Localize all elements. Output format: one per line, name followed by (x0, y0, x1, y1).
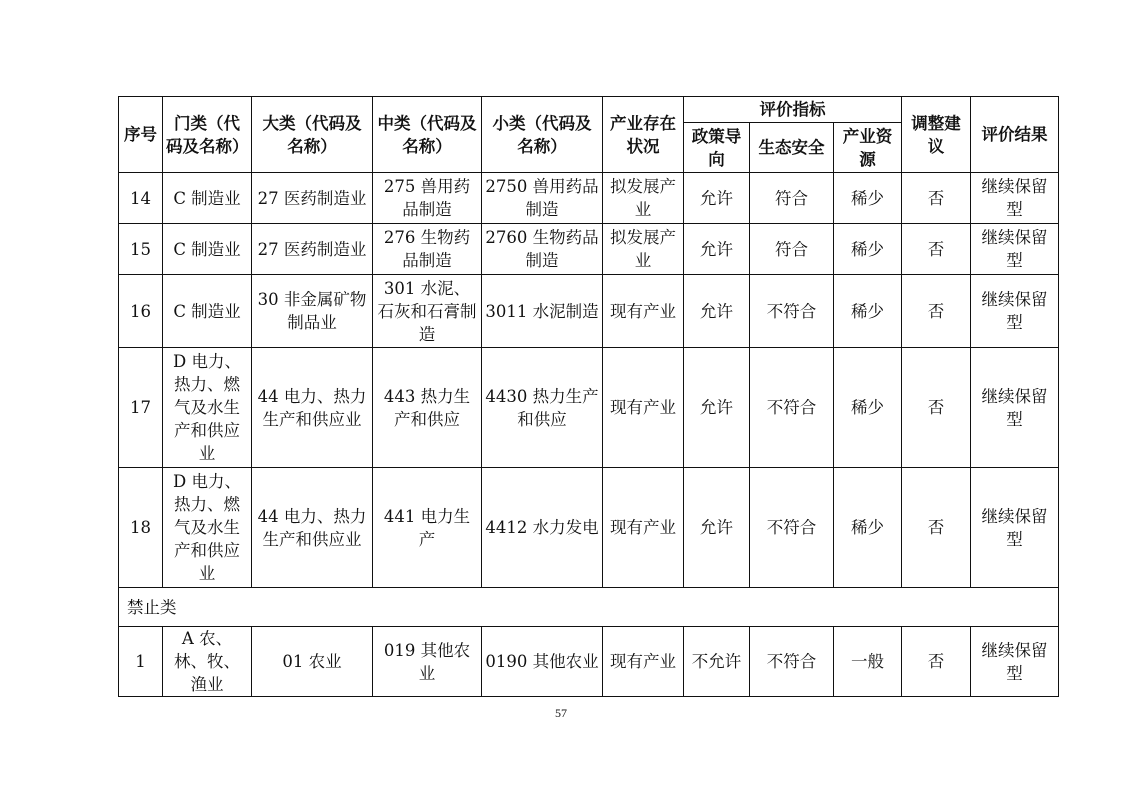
cell-eco: 符合 (750, 224, 834, 275)
cell-adjust: 否 (902, 627, 971, 697)
cell-eco: 符合 (750, 173, 834, 224)
table-row (119, 275, 1059, 348)
cell-status: 现有产业 (603, 627, 684, 697)
page-number: 57 (555, 706, 567, 720)
header-xiao: 小类（代码及名称） (482, 97, 603, 173)
cell-da: 44 电力、热力生产和供应业 (252, 468, 373, 588)
cell-status: 拟发展产业 (603, 173, 684, 224)
cell-eco: 不符合 (750, 348, 834, 468)
cell-men: D 电力、热力、燃气及水生产和供应业 (163, 468, 252, 588)
cell-resource: 稀少 (834, 224, 902, 275)
cell-men: A 农、林、牧、渔业 (163, 627, 252, 697)
section-row (119, 588, 1059, 627)
header-da: 大类（代码及名称） (252, 97, 373, 173)
cell-resource: 一般 (834, 627, 902, 697)
cell-adjust: 否 (902, 468, 971, 588)
header-eco: 生态安全 (750, 123, 834, 173)
cell-result: 继续保留型 (971, 173, 1059, 224)
header-adjust: 调整建议 (902, 97, 971, 173)
cell-zhong: 019 其他农业 (373, 627, 482, 697)
cell-result: 继续保留型 (971, 224, 1059, 275)
cell-seq: 15 (119, 224, 163, 275)
cell-da: 44 电力、热力生产和供应业 (252, 348, 373, 468)
cell-eco: 不符合 (750, 627, 834, 697)
cell-status: 拟发展产业 (603, 224, 684, 275)
cell-zhong: 276 生物药品制造 (373, 224, 482, 275)
cell-adjust: 否 (902, 348, 971, 468)
cell-policy: 允许 (684, 224, 750, 275)
cell-result: 继续保留型 (971, 275, 1059, 348)
cell-resource: 稀少 (834, 348, 902, 468)
table-row (119, 173, 1059, 224)
cell-policy: 允许 (684, 468, 750, 588)
cell-men: C 制造业 (163, 224, 252, 275)
cell-status: 现有产业 (603, 275, 684, 348)
cell-da: 27 医药制造业 (252, 224, 373, 275)
header-result: 评价结果 (971, 97, 1059, 173)
industry-evaluation-table (118, 96, 1059, 697)
header-seq: 序号 (119, 97, 163, 173)
cell-resource: 稀少 (834, 275, 902, 348)
cell-men: C 制造业 (163, 173, 252, 224)
header-resource: 产业资源 (834, 123, 902, 173)
cell-result: 继续保留型 (971, 468, 1059, 588)
cell-da: 27 医药制造业 (252, 173, 373, 224)
table-row (119, 627, 1059, 697)
cell-result: 继续保留型 (971, 348, 1059, 468)
cell-policy: 允许 (684, 348, 750, 468)
header-zhong: 中类（代码及名称） (373, 97, 482, 173)
cell-status: 现有产业 (603, 468, 684, 588)
cell-seq: 16 (119, 275, 163, 348)
cell-xiao: 2760 生物药品制造 (482, 224, 603, 275)
cell-resource: 稀少 (834, 468, 902, 588)
cell-xiao: 3011 水泥制造 (482, 275, 603, 348)
header-status: 产业存在状况 (603, 97, 684, 173)
cell-xiao: 4412 水力发电 (482, 468, 603, 588)
cell-policy: 允许 (684, 173, 750, 224)
table-row (119, 224, 1059, 275)
cell-result: 继续保留型 (971, 627, 1059, 697)
cell-da: 01 农业 (252, 627, 373, 697)
cell-policy: 不允许 (684, 627, 750, 697)
cell-xiao: 4430 热力生产和供应 (482, 348, 603, 468)
cell-eco: 不符合 (750, 275, 834, 348)
header-eval-group: 评价指标 (684, 97, 902, 123)
cell-adjust: 否 (902, 224, 971, 275)
cell-zhong: 275 兽用药品制造 (373, 173, 482, 224)
cell-xiao: 2750 兽用药品制造 (482, 173, 603, 224)
header-row (119, 97, 1059, 123)
cell-seq: 1 (119, 627, 163, 697)
cell-seq: 17 (119, 348, 163, 468)
cell-da: 30 非金属矿物制品业 (252, 275, 373, 348)
cell-zhong: 301 水泥、石灰和石膏制造 (373, 275, 482, 348)
header-men: 门类（代码及名称） (163, 97, 252, 173)
table-row (119, 348, 1059, 468)
cell-xiao: 0190 其他农业 (482, 627, 603, 697)
cell-men: C 制造业 (163, 275, 252, 348)
cell-eco: 不符合 (750, 468, 834, 588)
header-policy: 政策导向 (684, 123, 750, 173)
section-label: 禁止类 (119, 588, 1059, 627)
cell-zhong: 441 电力生产 (373, 468, 482, 588)
cell-status: 现有产业 (603, 348, 684, 468)
cell-resource: 稀少 (834, 173, 902, 224)
table-row (119, 468, 1059, 588)
cell-men: D 电力、热力、燃气及水生产和供应业 (163, 348, 252, 468)
cell-seq: 14 (119, 173, 163, 224)
cell-adjust: 否 (902, 173, 971, 224)
cell-seq: 18 (119, 468, 163, 588)
cell-zhong: 443 热力生产和供应 (373, 348, 482, 468)
cell-adjust: 否 (902, 275, 971, 348)
cell-policy: 允许 (684, 275, 750, 348)
